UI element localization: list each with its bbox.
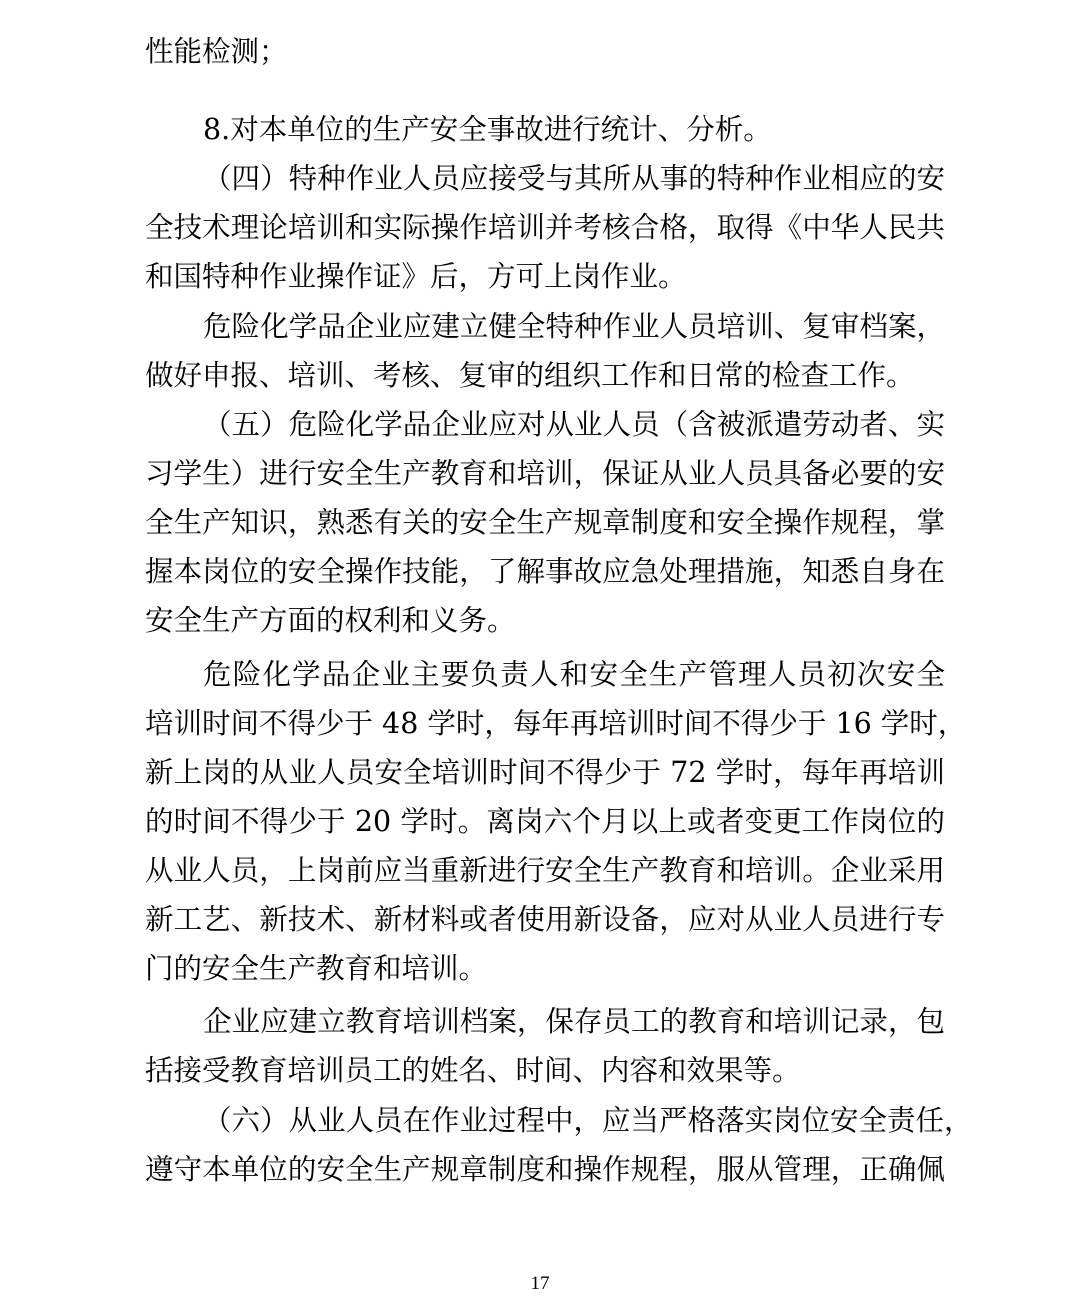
text-line: （六）从业人员在作业过程中，应当严格落实岗位安全责任， <box>203 1104 973 1137</box>
text-line: 的时间不得少于 20 学时。离岗六个月以上或者变更工作岗位的 <box>145 805 945 838</box>
text-line: 新上岗的从业人员安全培训时间不得少于 72 学时，每年再培训 <box>145 756 945 789</box>
text-line: 培训时间不得少于 48 学时，每年再培训时间不得少于 16 学时， <box>145 707 967 740</box>
text-line: 危险化学品企业应建立健全特种作业人员培训、复审档案， <box>203 310 945 343</box>
text-line: 遵守本单位的安全生产规章制度和操作规程，服从管理，正确佩 <box>145 1153 945 1186</box>
text-line: （五）危险化学品企业应对从业人员（含被派遣劳动者、实 <box>203 408 945 441</box>
text-line: 全技术理论培训和实际操作培训并考核合格，取得《中华人民共 <box>145 211 945 244</box>
text-line: 从业人员，上岗前应当重新进行安全生产教育和培训。企业采用 <box>145 854 945 887</box>
text-line: 安全生产方面的权利和义务。 <box>145 604 516 637</box>
text-line: 全生产知识，熟悉有关的安全生产规章制度和安全操作规程，掌 <box>145 506 945 539</box>
text-line: 8.对本单位的生产安全事故进行统计、分析。 <box>203 113 772 146</box>
text-line: 和国特种作业操作证》后，方可上岗作业。 <box>145 260 687 293</box>
text-line: 新工艺、新技术、新材料或者使用新设备，应对从业人员进行专 <box>145 903 945 936</box>
text-line: 企业应建立教育培训档案，保存员工的教育和培训记录，包 <box>203 1005 945 1038</box>
text-line: 握本岗位的安全操作技能，了解事故应急处理措施，知悉自身在 <box>145 555 945 588</box>
text-line: 习学生）进行安全生产教育和培训，保证从业人员具备必要的安 <box>145 457 945 490</box>
text-line: 性能检测； <box>145 35 288 68</box>
text-line: 门的安全生产教育和培训。 <box>145 952 488 985</box>
text-line: （四）特种作业人员应接受与其所从事的特种作业相应的安 <box>203 162 945 195</box>
text-line: 危险化学品企业主要负责人和安全生产管理人员初次安全 <box>203 658 945 691</box>
text-line: 做好申报、培训、考核、复审的组织工作和日常的检查工作。 <box>145 359 915 392</box>
page-number: 17 <box>530 1273 550 1294</box>
text-line: 括接受教育培训员工的姓名、时间、内容和效果等。 <box>145 1054 801 1087</box>
